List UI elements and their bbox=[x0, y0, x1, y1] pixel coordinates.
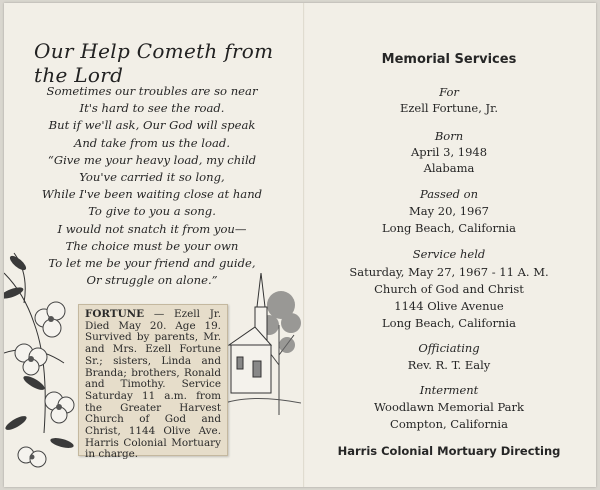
poem-line: “Give me your heavy load, my child bbox=[47, 152, 257, 167]
service-date: Saturday, May 27, 1967 - 11 A. M. bbox=[349, 265, 549, 279]
poem-line: Or struggle on alone.” bbox=[86, 273, 218, 288]
interment-city: Compton, California bbox=[390, 417, 508, 431]
mortuary-footer: Harris Colonial Mortuary Directing bbox=[337, 444, 561, 458]
clipping-text: — Ezell Jr. Died May 20. Age 19. Survived by parents, Mr. and Mrs. Ezell Fortune Sr.; sisters, Linda and Branda; brothers, Ronald and Timothy. Service Saturday 11 a.m. from the Greater Harvest Church of God and Christ, 1144 Olive Ave. Harris Colonial Mortuary in charge. bbox=[85, 308, 221, 461]
church-illustration bbox=[219, 265, 301, 415]
service-address: 1144 Olive Avenue bbox=[394, 299, 504, 313]
poem-line: But if we'll ask, Our God will speak bbox=[48, 118, 256, 133]
poem-line: To let me be your friend and guide, bbox=[48, 256, 256, 271]
officiating-name: Rev. R. T. Ealy bbox=[407, 358, 491, 372]
born-place: Alabama bbox=[423, 161, 475, 175]
service-city: Long Beach, California bbox=[382, 316, 516, 330]
for-label: For bbox=[439, 85, 459, 99]
poem-line: You've carried it so long, bbox=[79, 170, 225, 185]
memorial-services-heading: Memorial Services bbox=[381, 52, 517, 67]
service-church: Church of God and Christ bbox=[374, 282, 524, 296]
poem-title: Our Help Cometh from the Lord bbox=[34, 39, 274, 87]
service-label: Service held bbox=[412, 247, 486, 261]
poem-line: I would not snatch it from you— bbox=[57, 221, 247, 236]
center-fold bbox=[303, 3, 305, 487]
poem-line: The choice must be your own bbox=[65, 238, 239, 253]
clipping-surname: FORTUNE bbox=[85, 308, 145, 320]
newspaper-clipping bbox=[78, 304, 228, 461]
passed-place: Long Beach, California bbox=[382, 221, 516, 235]
passed-label: Passed on bbox=[419, 187, 479, 201]
poem-line: While I've been waiting close at hand bbox=[41, 187, 263, 202]
born-date: April 3, 1948 bbox=[410, 145, 488, 159]
poem-line: And take from us the load. bbox=[73, 135, 231, 150]
interment-label: Interment bbox=[419, 383, 479, 397]
interment-place: Woodlawn Memorial Park bbox=[373, 400, 524, 414]
passed-date: May 20, 1967 bbox=[409, 204, 489, 218]
deceased-name: Ezell Fortune, Jr. bbox=[399, 101, 499, 115]
born-label: Born bbox=[434, 129, 464, 143]
memorial-program bbox=[4, 3, 596, 487]
poem-line: Sometimes our troubles are so near bbox=[46, 84, 258, 98]
officiating-label: Officiating bbox=[418, 341, 480, 355]
poem-line: It's hard to see the road. bbox=[79, 101, 225, 116]
poem-line: To give to you a song. bbox=[88, 204, 216, 219]
